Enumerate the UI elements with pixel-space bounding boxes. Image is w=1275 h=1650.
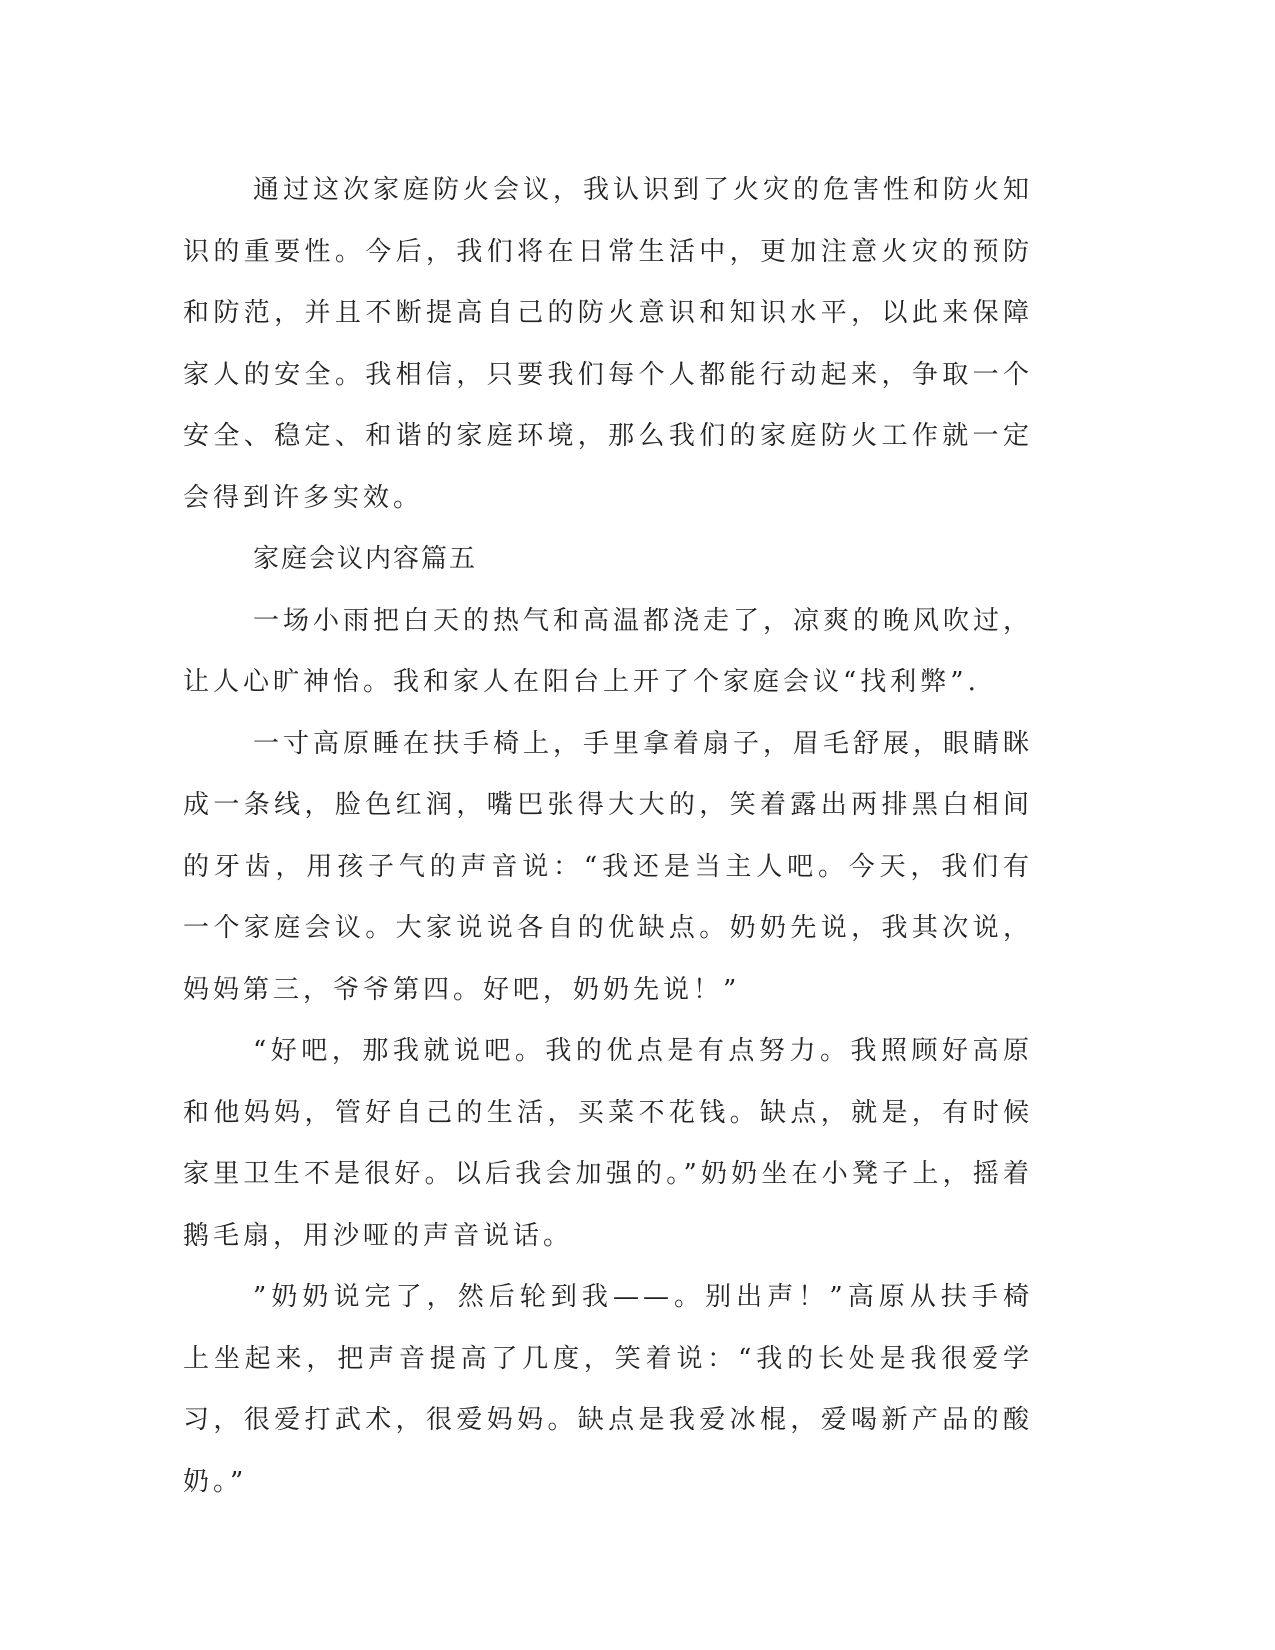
paragraph-grandma-speaks: “好吧，那我就说吧。我的优点是有点努力。我照顾好高原和他妈妈，管好自己的生活，买菜不花钱。缺点，就是，有时候家里卫生不是很好。以后我会加强的。”奶奶坐在小凳子上，摇着鹅毛扇，用沙哑的声音说话。 — [183, 1036, 1033, 1251]
section-heading: 家庭会议内容篇五 — [253, 544, 478, 574]
paragraph-gaoyuan-speaks: ”奶奶说完了，然后轮到我——。别出声！”高原从扶手椅上坐起来，把声音提高了几度，笑着说：“我的长处是我很爱学习，很爱打武术，很爱妈妈。缺点是我爱冰棍，爱喝新产品的酸奶。” — [183, 1282, 1033, 1497]
document-body — [183, 160, 1033, 1513]
paragraph-evening-meeting: 一场小雨把白天的热气和高温都浇走了，凉爽的晚风吹过，让人心旷神怡。我和家人在阳台上开了个家庭会议“找利弊”. — [183, 605, 1034, 697]
paragraph-gaoyuan-host: 一寸高原睡在扶手椅上，手里拿着扇子，眉毛舒展，眼睛眯成一条线，脸色红润，嘴巴张得大大的，笑着露出两排黑白相间的牙齿，用孩子气的声音说：“我还是当主人吧。今天，我们有一个家庭会议。大家说说各自的优缺点。奶奶先说，我其次说，妈妈第三，爷爷第四。好吧，奶奶先说！” — [183, 728, 1034, 1005]
paragraph-fire-safety-conclusion: 通过这次家庭防火会议，我认识到了火灾的危害性和防火知识的重要性。今后，我们将在日常生活中，更加注意火灾的预防和防范，并且不断提高自己的防火意识和知识水平，以此来保障家人的安全。我相信，只要我们每个人都能行动起来，争取一个安全、稳定、和谐的家庭环境，那么我们的家庭防火工作就一定会得到许多实效。 — [183, 175, 1034, 513]
